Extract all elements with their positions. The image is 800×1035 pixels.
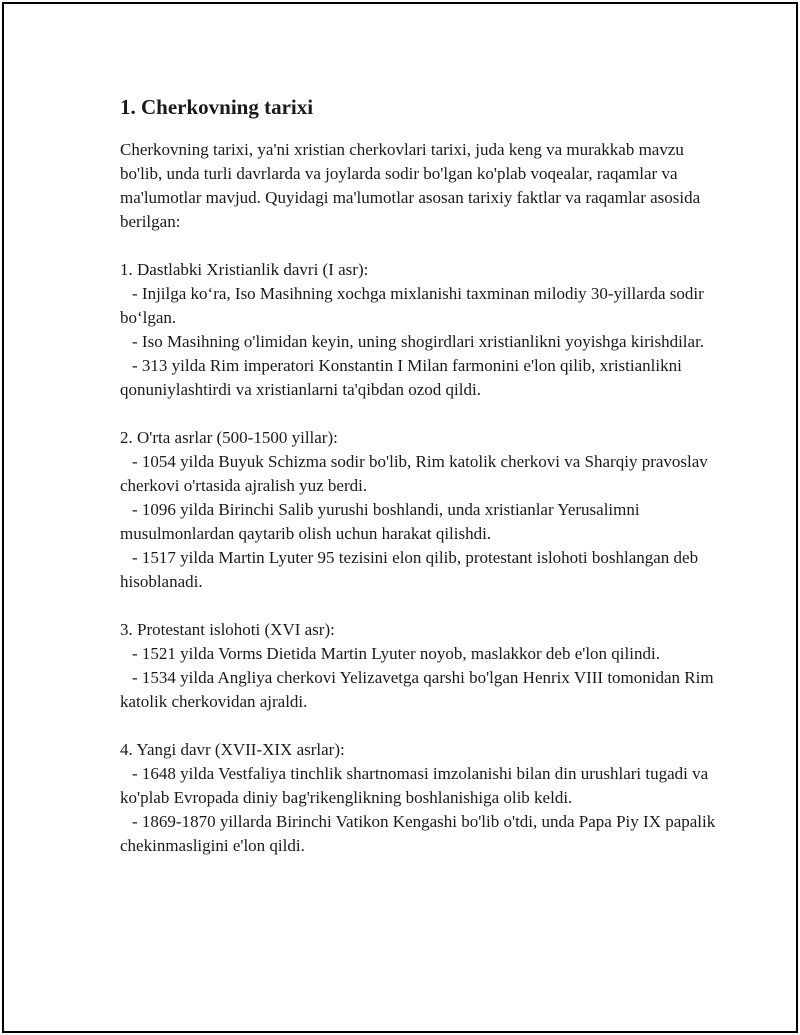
- list-item: - 1869-1870 yillarda Birinchi Vatikon Kengashi bo'lib o'tdi, unda Papa Piy IX papalik chekinmasligini e'lon qildi.: [120, 812, 716, 855]
- section-heading: 4. Yangi davr (XVII-XIX asrlar):: [120, 740, 345, 759]
- section-reformation: [120, 618, 720, 714]
- document-content: [120, 92, 720, 858]
- section-heading: 1. Dastlabki Xristianlik davri (I asr):: [120, 260, 369, 279]
- section-early-christianity: [120, 258, 720, 402]
- section-middle-ages: [120, 426, 720, 594]
- list-item: - 1648 yilda Vestfaliya tinchlik shartnomasi imzolanishi bilan din urushlari tugadi va ko'plab Evropada diniy bag'rikenglikning boshlanishiga olib keldi.: [120, 764, 709, 807]
- list-item: - 1521 yilda Vorms Dietida Martin Lyuter noyob, maslakkor deb e'lon qilindi.: [132, 644, 660, 663]
- list-item: - 313 yilda Rim imperatori Konstantin I Milan farmonini e'lon qilib, xristianlikni qonuniylashtirdi va xristianlarni ta'qibdan ozod qildi.: [120, 356, 682, 399]
- section-heading: 3. Protestant islohoti (XVI asr):: [120, 620, 335, 639]
- list-item: - 1517 yilda Martin Lyuter 95 tezisini elon qilib, protestant islohoti boshlangan deb hisoblanadi.: [120, 548, 699, 591]
- document-title: 1. Cherkovning tarixi: [120, 95, 314, 119]
- intro-paragraph: Cherkovning tarixi, ya'ni xristian cherkovlari tarixi, juda keng va murakkab mavzu bo'lib, unda turli davrlarda va joylarda sodir bo'lgan ko'plab voqealar, raqamlar va ma'lumotlar mavjud. Quyidagi ma'lumotlar asosan tarixiy faktlar va raqamlar asosida berilgan:: [120, 140, 701, 231]
- list-item: - 1054 yilda Buyuk Schizma sodir bo'lib, Rim katolik cherkovi va Sharqiy pravoslav cherkovi o'rtasida ajralish yuz berdi.: [120, 452, 708, 495]
- list-item: - Injilga ko‘ra, Iso Masihning xochga mixlanishi taxminan milodiy 30-yillarda sodir bo‘lgan.: [120, 284, 704, 327]
- document-page: [2, 2, 798, 1033]
- list-item: - Iso Masihning o'limidan keyin, uning shogirdlari xristianlikni yoyishga kirishdilar.: [132, 332, 705, 351]
- list-item: - 1096 yilda Birinchi Salib yurushi boshlandi, unda xristianlar Yerusalimni musulmonlardan qaytarib olish uchun harakat qilishdi.: [120, 500, 640, 543]
- section-heading: 2. O'rta asrlar (500-1500 yillar):: [120, 428, 338, 447]
- section-modern-era: [120, 738, 720, 858]
- list-item: - 1534 yilda Angliya cherkovi Yelizavetga qarshi bo'lgan Henrix VIII tomonidan Rim katolik cherkovidan ajraldi.: [120, 668, 714, 711]
